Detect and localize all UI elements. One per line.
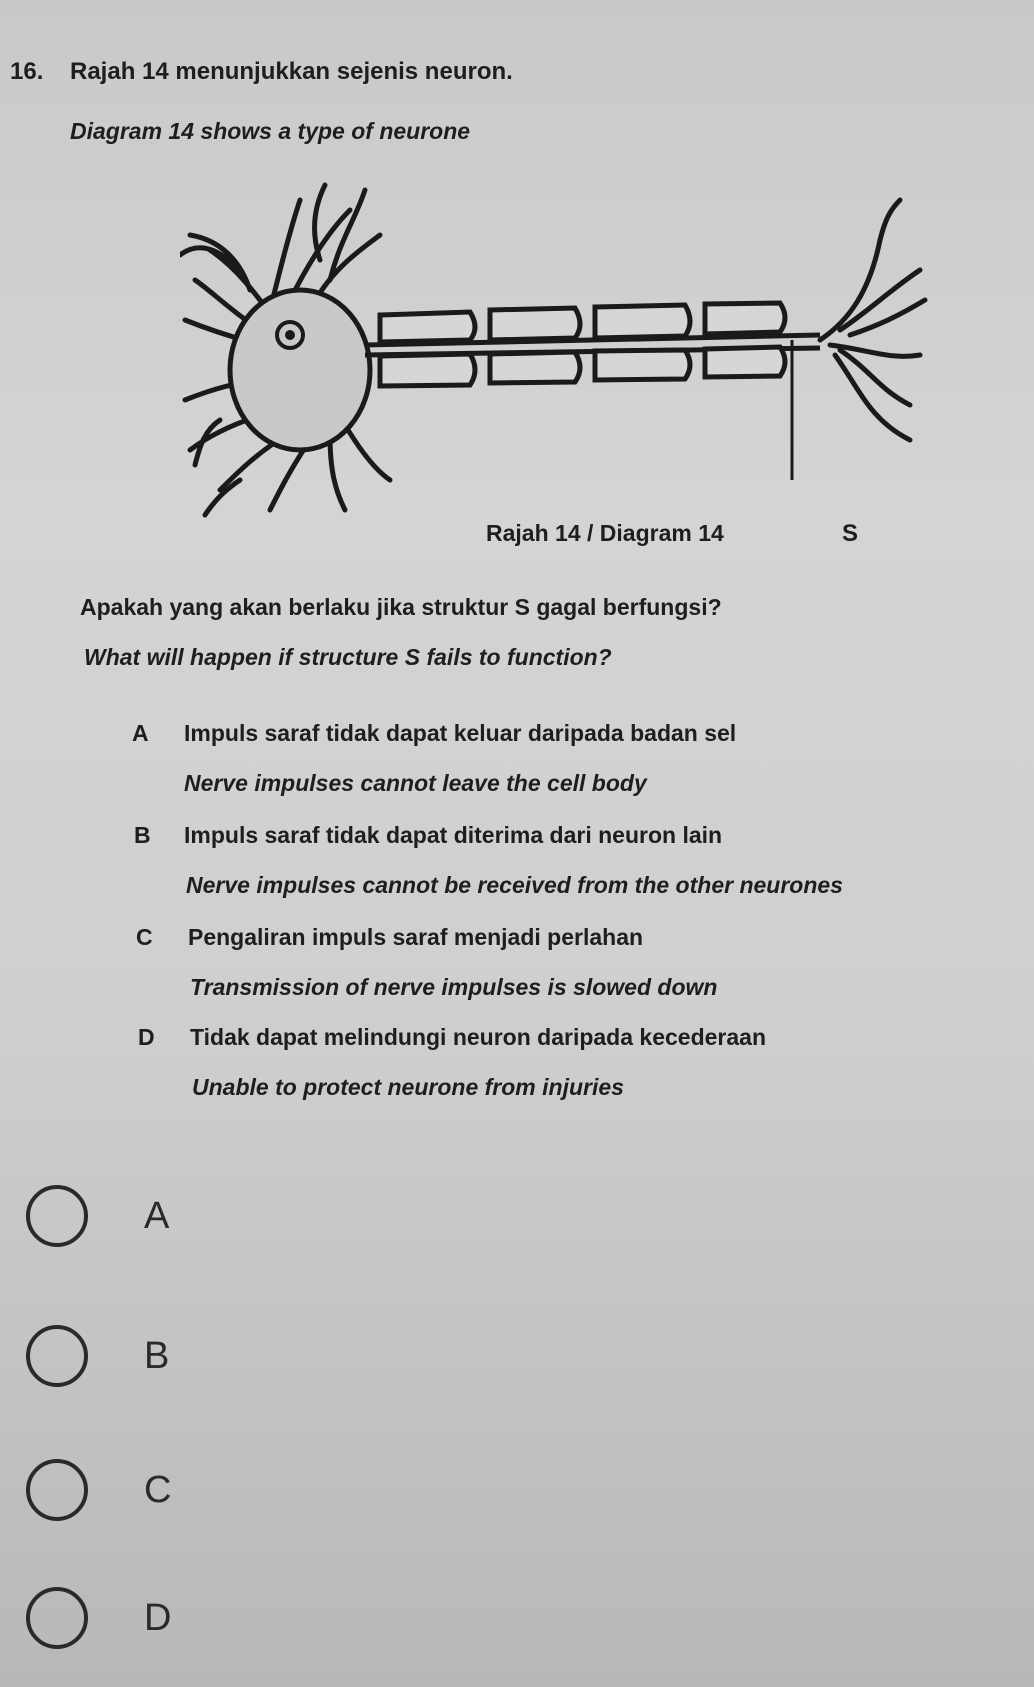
option-d-english: Unable to protect neurone from injuries [192, 1074, 624, 1100]
answer-option-b[interactable] [26, 1316, 426, 1396]
question-title-malay: Rajah 14 menunjukkan sejenis neuron. [70, 58, 513, 85]
option-a-letter: A [132, 720, 149, 746]
answer-label-d: D [144, 1596, 172, 1639]
prompt-malay: Apakah yang akan berlaku jika struktur S gagal berfungsi? [80, 594, 722, 620]
cell-body [230, 290, 370, 450]
diagram-caption: Rajah 14 / Diagram 14 [486, 520, 724, 546]
radio-button-b[interactable] [26, 1325, 88, 1387]
option-c-english: Transmission of nerve impulses is slowed down [190, 974, 718, 1000]
option-a-malay: Impuls saraf tidak dapat keluar daripada badan sel [184, 720, 737, 746]
radio-button-a[interactable] [26, 1185, 88, 1247]
option-d-letter: D [138, 1024, 155, 1050]
answer-label-c: C [144, 1468, 172, 1511]
answer-option-a[interactable] [26, 1176, 426, 1256]
answer-option-c[interactable] [26, 1450, 426, 1530]
radio-button-c[interactable] [26, 1459, 88, 1521]
neuron-diagram [180, 180, 1000, 560]
option-d-malay: Tidak dapat melindungi neuron daripada kecederaan [190, 1024, 766, 1050]
option-b-letter: B [134, 822, 151, 848]
answer-option-d[interactable] [26, 1578, 426, 1658]
answer-label-b: B [144, 1334, 170, 1377]
option-a-english: Nerve impulses cannot leave the cell body [184, 770, 647, 796]
option-c-malay: Pengaliran impuls saraf menjadi perlahan [188, 924, 644, 950]
answer-label-a: A [144, 1194, 170, 1237]
option-c-letter: C [136, 924, 153, 950]
radio-button-d[interactable] [26, 1587, 88, 1649]
structure-s-label: S [842, 520, 859, 547]
prompt-english: What will happen if structure S fails to function? [84, 644, 612, 670]
axon-terminals [820, 200, 925, 440]
option-b-english: Nerve impulses cannot be received from the other neurones [186, 872, 843, 898]
question-number: 16. [10, 58, 44, 85]
option-b-malay: Impuls saraf tidak dapat diterima dari neuron lain [184, 822, 723, 848]
question-title-english: Diagram 14 shows a type of neurone [70, 118, 471, 144]
